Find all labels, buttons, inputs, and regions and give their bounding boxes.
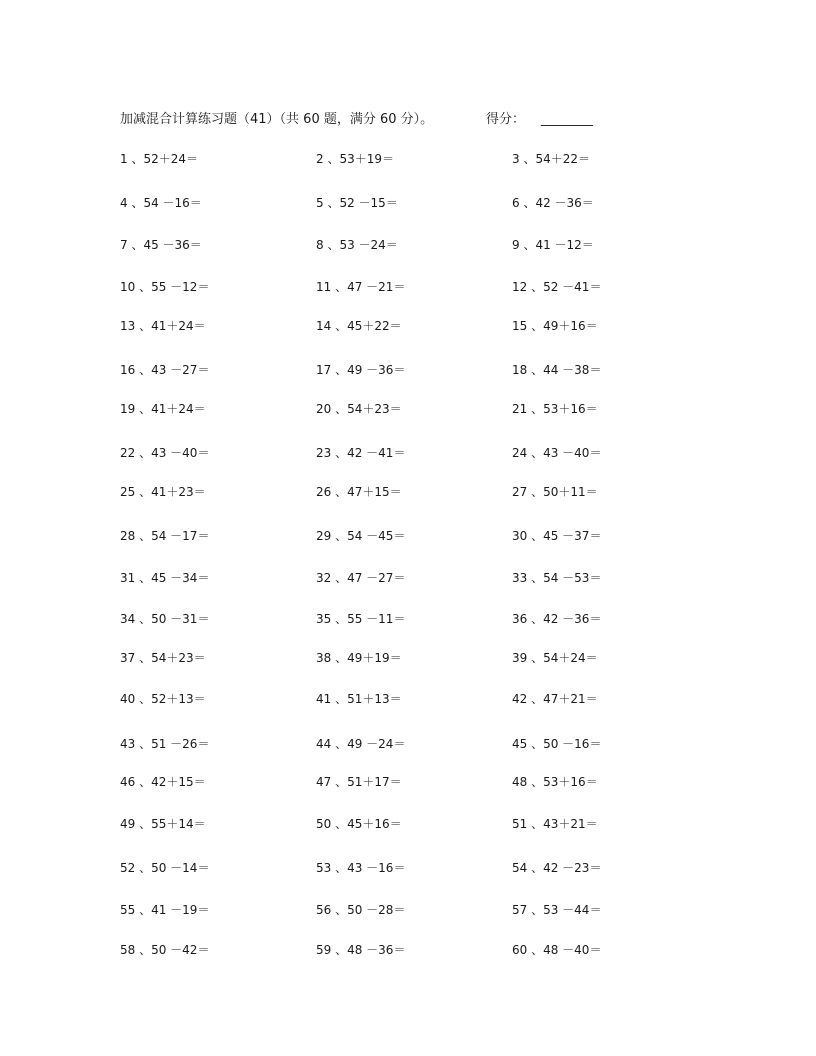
problem-item: 35 、55 －11＝ <box>316 612 406 626</box>
problem-item: 23 、42 －41＝ <box>316 446 406 460</box>
problem-item: 37 、54＋23＝ <box>120 651 206 665</box>
problem-item: 30 、45 －37＝ <box>512 529 602 543</box>
problem-item: 43 、51 －26＝ <box>120 737 210 751</box>
problem-item: 52 、50 －14＝ <box>120 861 210 875</box>
problem-item: 18 、44 －38＝ <box>512 363 602 377</box>
problem-item: 33 、54 －53＝ <box>512 571 602 585</box>
problem-item: 39 、54＋24＝ <box>512 651 598 665</box>
score-field <box>486 108 593 127</box>
problem-item: 25 、41＋23＝ <box>120 485 206 499</box>
problem-item: 55 、41 －19＝ <box>120 903 210 917</box>
problem-item: 28 、54 －17＝ <box>120 529 210 543</box>
problem-item: 57 、53 －44＝ <box>512 903 602 917</box>
problem-item: 19 、41＋24＝ <box>120 402 206 416</box>
problem-item: 1 、52＋24＝ <box>120 152 198 166</box>
problem-item: 4 、54 －16＝ <box>120 196 202 210</box>
problem-item: 17 、49 －36＝ <box>316 363 406 377</box>
problem-item: 3 、54＋22＝ <box>512 152 590 166</box>
problem-item: 15 、49＋16＝ <box>512 319 598 333</box>
problem-item: 45 、50 －16＝ <box>512 737 602 751</box>
problem-item: 13 、41＋24＝ <box>120 319 206 333</box>
problem-item: 60 、48 －40＝ <box>512 943 602 957</box>
problem-item: 20 、54＋23＝ <box>316 402 402 416</box>
problem-item: 56 、50 －28＝ <box>316 903 406 917</box>
problem-item: 2 、53＋19＝ <box>316 152 394 166</box>
problem-item: 21 、53＋16＝ <box>512 402 598 416</box>
problem-item: 31 、45 －34＝ <box>120 571 210 585</box>
problem-item: 16 、43 －27＝ <box>120 363 210 377</box>
problem-item: 41 、51＋13＝ <box>316 692 402 706</box>
problem-item: 6 、42 －36＝ <box>512 196 594 210</box>
problem-item: 14 、45＋22＝ <box>316 319 402 333</box>
problem-item: 11 、47 －21＝ <box>316 280 406 294</box>
problem-item: 46 、42＋15＝ <box>120 775 206 789</box>
problem-item: 59 、48 －36＝ <box>316 943 406 957</box>
problem-item: 53 、43 －16＝ <box>316 861 406 875</box>
problem-item: 27 、50＋11＝ <box>512 485 598 499</box>
problem-item: 10 、55 －12＝ <box>120 280 210 294</box>
problem-item: 9 、41 －12＝ <box>512 238 594 252</box>
problem-item: 29 、54 －45＝ <box>316 529 406 543</box>
problem-item: 7 、45 －36＝ <box>120 238 202 252</box>
problem-item: 36 、42 －36＝ <box>512 612 602 626</box>
problem-item: 50 、45＋16＝ <box>316 817 402 831</box>
problem-item: 34 、50 －31＝ <box>120 612 210 626</box>
problem-item: 58 、50 －42＝ <box>120 943 210 957</box>
problem-item: 49 、55＋14＝ <box>120 817 206 831</box>
problem-item: 5 、52 －15＝ <box>316 196 398 210</box>
score-label: 得分： <box>486 112 526 127</box>
problem-item: 42 、47＋21＝ <box>512 692 598 706</box>
problem-item: 51 、43＋21＝ <box>512 817 598 831</box>
problem-item: 24 、43 －40＝ <box>512 446 602 460</box>
problem-item: 44 、49 －24＝ <box>316 737 406 751</box>
worksheet-title: 加减混合计算练习题（41）（共 60 题，满分 60 分）。 <box>120 112 434 127</box>
problem-item: 40 、52＋13＝ <box>120 692 206 706</box>
problem-item: 47 、51＋17＝ <box>316 775 402 789</box>
problem-item: 12 、52 －41＝ <box>512 280 602 294</box>
problem-item: 38 、49＋19＝ <box>316 651 402 665</box>
problem-item: 54 、42 －23＝ <box>512 861 602 875</box>
problem-item: 32 、47 －27＝ <box>316 571 406 585</box>
problem-item: 22 、43 －40＝ <box>120 446 210 460</box>
problem-item: 48 、53＋16＝ <box>512 775 598 789</box>
problem-item: 26 、47＋15＝ <box>316 485 402 499</box>
score-blank: ________ <box>541 112 594 127</box>
problem-item: 8 、53 －24＝ <box>316 238 398 252</box>
